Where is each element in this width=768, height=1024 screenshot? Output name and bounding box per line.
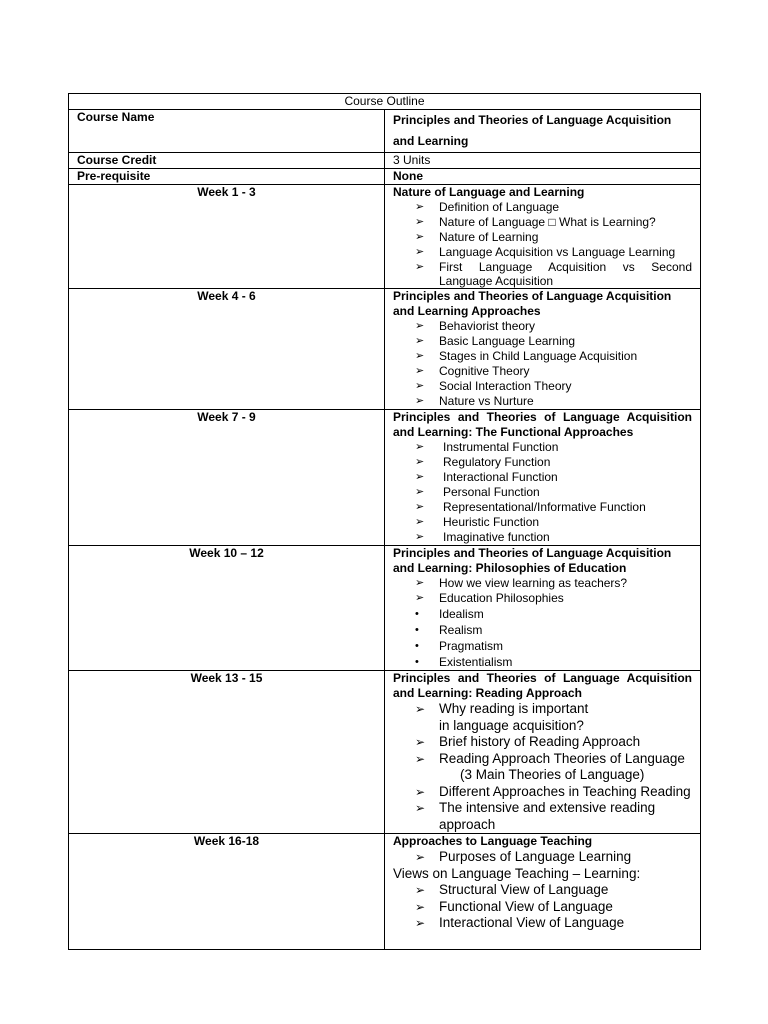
week-content [385,410,701,546]
arrow-bullet-icon: ➢ [415,456,425,468]
list-item: • Pragmatism [415,639,504,653]
course-credit-value: 3 Units [385,153,701,169]
arrow-bullet-icon: ➢ [415,350,425,362]
list-item: ➢ Structural View of Language [415,882,609,897]
week-content [385,185,701,289]
arrow-bullet-icon: ➢ [415,246,425,258]
arrow-bullet-icon: ➢ [415,261,425,273]
week-content [385,289,701,410]
dot-bullet-icon: • [415,640,419,652]
arrow-bullet-icon: ➢ [415,471,425,483]
topic-list [393,882,692,932]
list-item: ➢ Nature vs Nurture [415,394,534,408]
arrow-bullet-icon: ➢ [415,201,425,213]
arrow-bullet-icon: ➢ [415,365,425,377]
prereq-label: Pre-requisite [69,169,385,185]
list-item: ➢ The intensive and extensive reading approach [415,800,656,832]
arrow-bullet-icon: ➢ [415,899,426,914]
list-item: • Realism [415,623,483,637]
week-heading: Principles and Theories of Language Acquisition and Learning Approaches [393,289,672,318]
topic-list [393,849,692,866]
arrow-bullet-icon: ➢ [415,216,425,228]
list-item: ➢ Education Philosophies [415,591,564,605]
arrow-bullet-icon: ➢ [415,735,426,749]
list-item: ➢ Instrumental Function [415,440,559,454]
list-item: • Idealism [415,607,484,621]
list-item: ➢ Stages in Child Language Acquisition [415,349,638,363]
arrow-bullet-icon: ➢ [415,592,425,604]
arrow-bullet-icon: ➢ [415,751,426,766]
topic-list [393,701,692,767]
list-item: ➢ Basic Language Learning [415,334,576,348]
list-item: ➢ Language Acquisition vs Language Learning [415,245,676,259]
arrow-bullet-icon: ➢ [415,501,425,513]
week-label: Week 10 – 12 [69,546,385,671]
list-item: • Existentialism [415,655,513,669]
list-item: ➢ Functional View of Language [415,898,613,914]
course-name-label: Course Name [69,110,385,153]
arrow-bullet-icon: ➢ [415,702,426,716]
week-label: Week 13 - 15 [69,671,385,834]
week-row [69,671,701,834]
topic-list [393,200,692,288]
course-outline-table [68,93,701,950]
topic-list [393,576,692,670]
list-item: ➢ Brief history of Reading Approach [415,734,641,749]
prereq-row [69,169,701,185]
topic-list [393,440,692,545]
week-content [385,671,701,834]
course-name-value: Principles and Theories of Language Acquisition and Learning [385,110,701,153]
course-credit-label: Course Credit [69,153,385,169]
week-row [69,546,701,671]
list-item: ➢ Interactional Function [415,470,558,484]
week-content [385,546,701,671]
week-row [69,185,701,289]
list-item: ➢ Interactional View of Language [415,915,625,930]
list-item: ➢ Nature of Learning [415,230,539,244]
list-item: ➢ Social Interaction Theory [415,379,572,393]
topic-list [393,319,692,409]
dot-bullet-icon: • [415,608,419,620]
list-item: ➢ Definition of Language [415,200,560,214]
arrow-bullet-icon: ➢ [415,516,425,528]
arrow-bullet-icon: ➢ [415,380,425,392]
arrow-bullet-icon: ➢ [415,441,425,453]
prereq-value: None [385,169,701,185]
sub-note: (3 Main Theories of Language) [460,767,645,782]
arrow-bullet-icon: ➢ [415,916,426,930]
week-row [69,289,701,410]
list-item: ➢ Representational/Informative Function [415,500,646,514]
arrow-bullet-icon: ➢ [415,801,426,815]
week-row [69,410,701,546]
arrow-bullet-icon: ➢ [415,486,425,498]
arrow-bullet-icon: ➢ [415,577,425,589]
list-item: ➢ Different Approaches in Teaching Reading [415,783,691,799]
week-heading: Principles and Theories of Language Acquisition and Learning: Reading Approach [393,671,692,700]
list-item: ➢ Purposes of Language Learning [415,849,632,864]
list-item: ➢ How we view learning as teachers? [415,576,628,590]
arrow-bullet-icon: ➢ [415,784,426,799]
list-item: ➢ Cognitive Theory [415,364,530,378]
week-content [385,834,701,950]
arrow-bullet-icon: ➢ [415,883,426,897]
views-heading: Views on Language Teaching – Learning: [393,865,641,881]
title-row [69,94,701,110]
dot-bullet-icon: • [415,656,419,668]
week-row [69,834,701,950]
arrow-bullet-icon: ➢ [415,531,425,543]
table-title: Course Outline [69,94,701,110]
list-item: ➢ Why reading is important in language acquisition? [415,701,589,733]
course-name-row [69,110,701,153]
arrow-bullet-icon: ➢ [415,231,425,243]
arrow-bullet-icon: ➢ [415,335,425,347]
list-item: ➢ Heuristic Function [415,515,540,529]
arrow-bullet-icon: ➢ [415,395,425,407]
arrow-bullet-icon: ➢ [415,320,425,332]
topic-list [393,784,692,834]
week-heading: Approaches to Language Teaching [393,834,593,848]
list-item: ➢ Imaginative function [415,530,550,544]
list-item: ➢ Reading Approach Theories of Language [415,750,685,766]
week-label: Week 7 - 9 [69,410,385,546]
week-heading: Principles and Theories of Language Acquisition and Learning: Philosophies of Education [393,546,672,575]
dot-bullet-icon: • [415,624,419,636]
week-heading: Nature of Language and Learning [393,185,585,199]
list-item: ➢ Nature of Language □ What is Learning? [415,215,656,229]
list-item: ➢ Behaviorist theory [415,319,536,333]
list-item: ➢ Regulatory Function [415,455,551,469]
list-item: ➢ First Language Acquisition vs Second Language Acquisition [415,260,692,288]
week-heading: Principles and Theories of Language Acquisition and Learning: The Functional Approaches [393,410,692,439]
arrow-bullet-icon: ➢ [415,850,426,864]
week-label: Week 16-18 [69,834,385,950]
week-label: Week 4 - 6 [69,289,385,410]
list-item: ➢ Personal Function [415,485,540,499]
course-credit-row [69,153,701,169]
week-label: Week 1 - 3 [69,185,385,289]
